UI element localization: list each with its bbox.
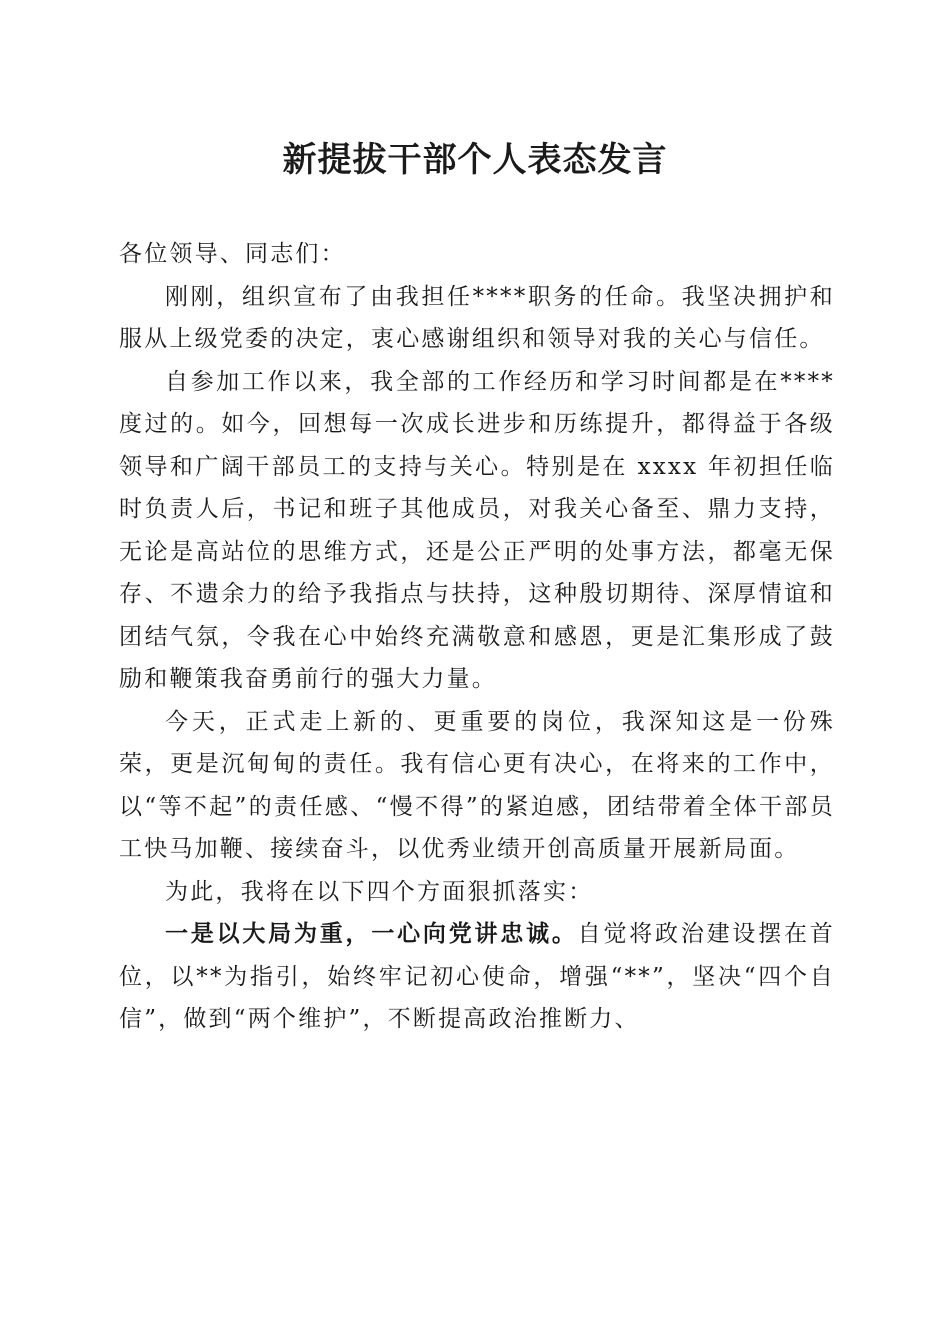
paragraph-commitment: 今天，正式走上新的、更重要的岗位，我深知这是一份殊荣，更是沉甸甸的责任。我有信心更有决心，在将来的工作中，以“等不起”的责任感、“慢不得”的紧迫感，团结带着全体干部员工快马加鞭、接续奋斗，以优秀业绩开创高质量开展新局面。 <box>119 708 835 862</box>
paragraph-four-aspects: 为此，我将在以下四个方面狠抓落实： <box>165 878 594 905</box>
paragraph-point-one <box>119 913 835 1041</box>
document-title: 新提拔干部个人表态发言 <box>282 140 668 180</box>
point-one-text: 自觉将政治建设摆在首位，以**为指引，始终牢记初心使命，增强“**”，坚决“四个自信”，做到“两个维护”，不断提高政治推断力、 <box>119 921 835 1032</box>
paragraph-experience: 自参加工作以来，我全部的工作经历和学习时间都是在****度过的。如今，回想每一次成长进步和历练提升，都得益于各级领导和广阔干部员工的支持与关心。特别是在 xxxx 年初担任临时负责人后，书记和班子其他成员，对我关心备至、鼎力支持，无论是高站位的思维方式，还是公正严明的处事方法，都毫无保存、不遗余力的给予我指点与扶持，这种殷切期待、深厚情谊和团结气氛，令我在心中始终充满敬意和感恩，更是汇集形成了鼓励和鞭策我奋勇前行的强大力量。 <box>119 368 835 692</box>
document-body <box>119 233 835 1041</box>
point-one-heading: 一是以大局为重，一心向党讲忠诚。 <box>165 920 578 947</box>
salutation: 各位领导、同志们： <box>119 241 346 267</box>
paragraph-appointment: 刚刚，组织宣布了由我担任****职务的任命。我坚决拥护和服从上级党委的决定，衷心感谢组织和领导对我的关心与信任。 <box>119 283 835 352</box>
